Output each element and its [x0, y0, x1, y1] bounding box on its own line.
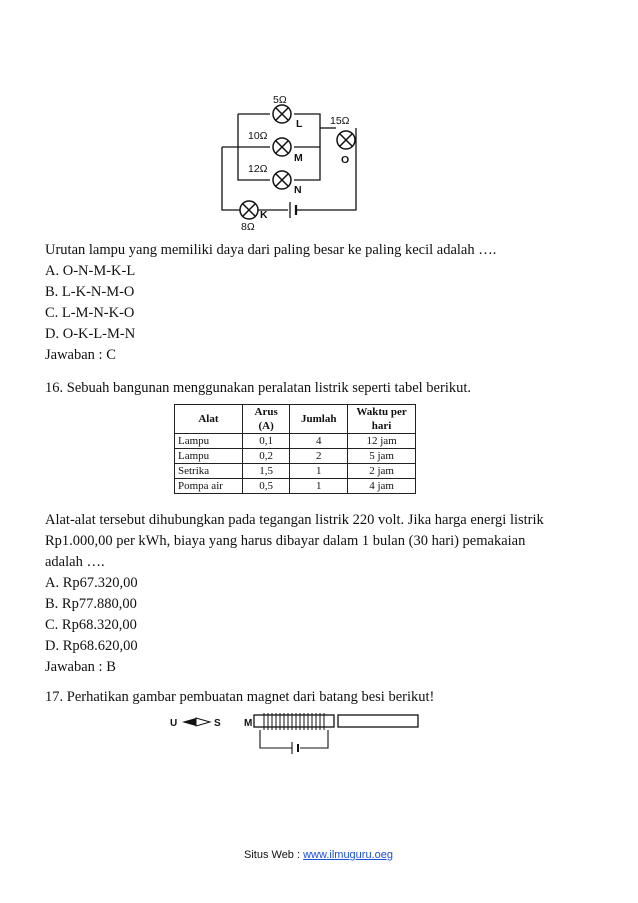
table-header: Jumlah [290, 405, 348, 434]
footer-website [244, 849, 393, 861]
table-header: Waktu per hari [348, 405, 416, 434]
table-cell: 1 [290, 464, 348, 479]
label-M: M [244, 718, 253, 729]
equipment-table [174, 404, 416, 494]
q15-option-d: D. O-K-L-M-N [45, 326, 136, 342]
table-cell: 0,1 [242, 434, 290, 449]
q15-answer: Jawaban : C [45, 347, 116, 363]
table-row [175, 479, 416, 494]
table-cell: 5 jam [348, 449, 416, 464]
table-cell: 0,2 [242, 449, 290, 464]
lamp-N [273, 171, 291, 189]
label-M: M [294, 152, 303, 164]
q16-option-b: B. Rp77.880,00 [45, 596, 137, 612]
table-cell: 4 [290, 434, 348, 449]
label-K: K [260, 209, 268, 221]
table-cell: 2 [290, 449, 348, 464]
table-row [175, 464, 416, 479]
q17-question: 17. Perhatikan gambar pembuatan magnet dari batang besi berikut! [45, 689, 435, 705]
table-cell: Lampu [175, 434, 243, 449]
table-cell: 2 jam [348, 464, 416, 479]
table-row [175, 449, 416, 464]
q15-option-c: C. L-M-N-K-O [45, 305, 135, 321]
label-15ohm: 15Ω [330, 115, 350, 127]
table-header: Arus (A) [242, 405, 290, 434]
lamp-L [273, 105, 291, 123]
q15-option-b: B. L-K-N-M-O [45, 284, 135, 300]
q16-option-a: A. Rp67.320,00 [45, 575, 138, 591]
label-L: L [296, 118, 303, 130]
q16-question: 16. Sebuah bangunan menggunakan peralatan listrik seperti tabel berikut. [45, 380, 472, 396]
label-8ohm: 8Ω [241, 221, 255, 232]
magnet-figure [170, 710, 430, 762]
q16-text-line-2: Rp1.000,00 per kWh, biaya yang harus dibayar dalam 1 bulan (30 hari) pemakaian [45, 533, 526, 549]
table-header: Alat [175, 405, 243, 434]
table-header-row [175, 405, 416, 434]
table-cell: 1 [290, 479, 348, 494]
lamp-O [337, 131, 355, 149]
iron-rod-coil [254, 715, 334, 727]
q15-question: Urutan lampu yang memiliki daya dari paling besar ke paling kecil adalah …. [45, 242, 497, 258]
label-U: U [170, 718, 178, 729]
table-row [175, 434, 416, 449]
footer-link[interactable]: www.ilmuguru.oeg [303, 849, 393, 861]
q16-text-line-1: Alat-alat tersebut dihubungkan pada tegangan listrik 220 volt. Jika harga energi listrik [45, 512, 544, 528]
table-cell: 0,5 [242, 479, 290, 494]
label-10ohm: 10Ω [248, 130, 268, 142]
q16-text-line-3: adalah …. [45, 554, 105, 570]
table-cell: 12 jam [348, 434, 416, 449]
table-cell: Pompa air [175, 479, 243, 494]
compass-needle-icon [182, 718, 210, 726]
table-cell: Setrika [175, 464, 243, 479]
footer-prefix: Situs Web : [244, 849, 304, 861]
iron-bar [338, 715, 418, 727]
label-S: S [214, 718, 221, 729]
label-5ohm: 5Ω [273, 94, 287, 106]
label-O: O [341, 154, 350, 166]
q15-option-a: A. O-N-M-K-L [45, 263, 136, 279]
table-cell: 1,5 [242, 464, 290, 479]
q16-option-c: C. Rp68.320,00 [45, 617, 137, 633]
label-N: N [294, 184, 302, 196]
circuit-diagram-lamps [210, 92, 370, 232]
table-cell: Lampu [175, 449, 243, 464]
q16-answer: Jawaban : B [45, 659, 116, 675]
lamp-M [273, 138, 291, 156]
q16-option-d: D. Rp68.620,00 [45, 638, 138, 654]
label-12ohm: 12Ω [248, 163, 268, 175]
table-cell: 4 jam [348, 479, 416, 494]
lamp-K [240, 201, 258, 219]
